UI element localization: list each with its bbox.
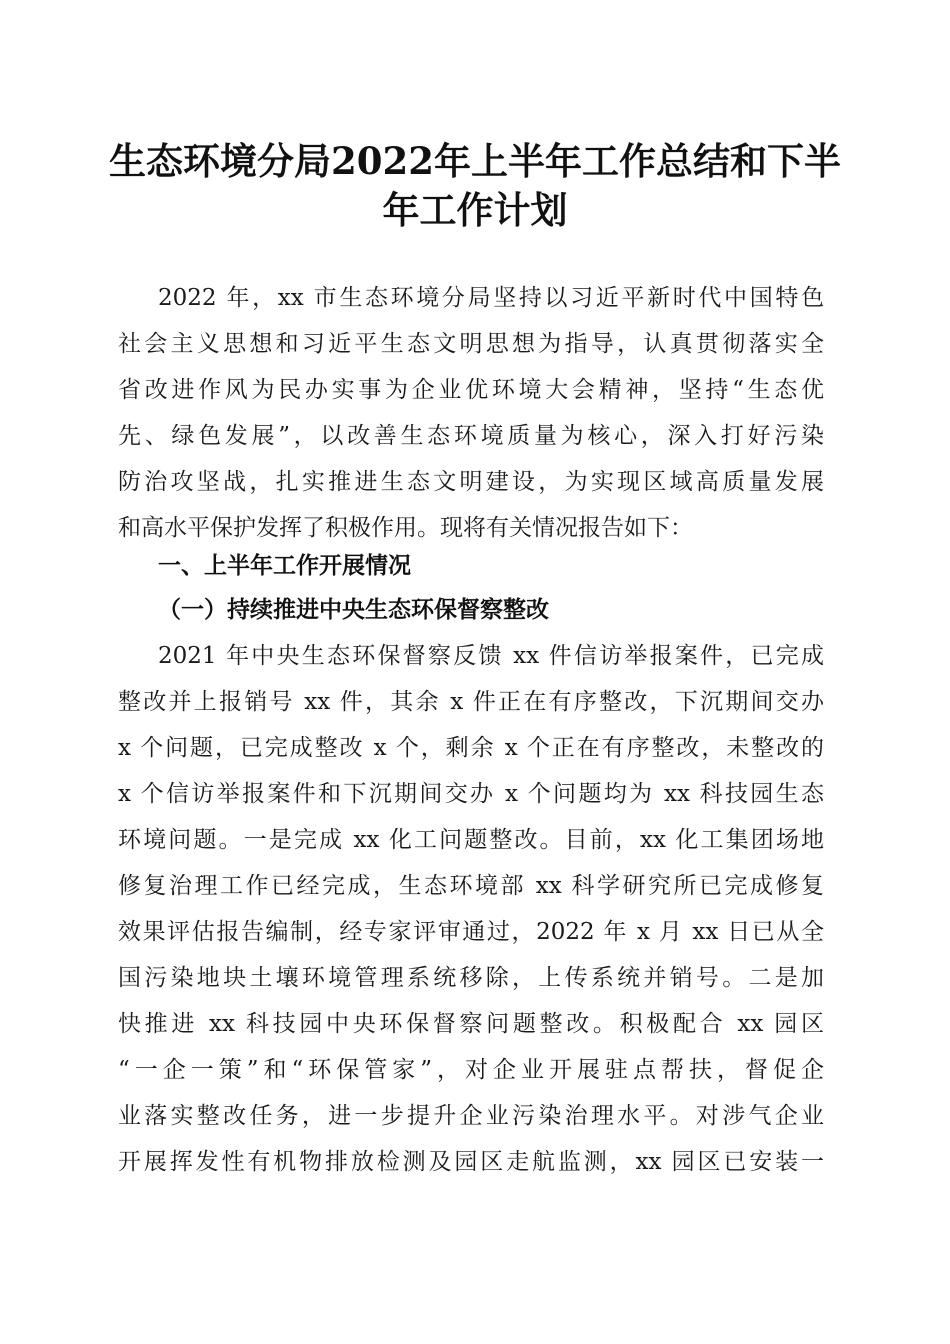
body-line: 效果评估报告编制，经专家评审通过，2022 年 x 月 xx 日已从全 bbox=[118, 919, 824, 945]
body-line: “一企一策”和“环保管家”，对企业开展驻点帮扶，督促企 bbox=[118, 1057, 824, 1083]
body-line: 开展挥发性有机物排放检测及园区走航监测，xx 园区已安装一 bbox=[118, 1149, 824, 1175]
document-title-line-1: 生态环境分局2022年上半年工作总结和下半 bbox=[109, 139, 841, 183]
body-line: x 个信访举报案件和下沉期间交办 x 个问题均为 xx 科技园生态 bbox=[118, 781, 824, 807]
body-line: 环境问题。一是完成 xx 化工问题整改。目前，xx 化工集团场地 bbox=[118, 827, 824, 853]
intro-line: 省改进作风为民办实事为企业优环境大会精神，坚持“生态优 bbox=[118, 377, 824, 403]
section-heading: 一、上半年工作开展情况 bbox=[158, 553, 411, 579]
subsection-heading: （一）持续推进中央生态环保督察整改 bbox=[158, 596, 549, 623]
body-line: x 个问题，已完成整改 x 个，剩余 x 个正在有序整改，未整改的 bbox=[118, 735, 824, 761]
intro-line: 先、绿色发展”，以改善生态环境质量为核心，深入打好污染 bbox=[118, 423, 824, 449]
body-line: 2021 年中央生态环保督察反馈 xx 件信访举报案件，已完成 bbox=[158, 643, 824, 669]
intro-line: 2022 年，xx 市生态环境分局坚持以习近平新时代中国特色 bbox=[158, 285, 824, 311]
intro-line: 防治攻坚战，扎实推进生态文明建设，为实现区域高质量发展 bbox=[118, 469, 824, 495]
intro-line: 社会主义思想和习近平生态文明思想为指导，认真贯彻落实全 bbox=[118, 331, 824, 357]
body-line: 整改并上报销号 xx 件，其余 x 件正在有序整改，下沉期间交办 bbox=[118, 689, 824, 715]
body-line: 修复治理工作已经完成，生态环境部 xx 科学研究所已完成修复 bbox=[118, 873, 824, 899]
body-line: 业落实整改任务，进一步提升企业污染治理水平。对涉气企业 bbox=[118, 1103, 824, 1129]
intro-line: 和高水平保护发挥了积极作用。现将有关情况报告如下： bbox=[118, 515, 693, 541]
document-title-line-2: 年工作计划 bbox=[382, 188, 568, 232]
body-line: 国污染地块土壤环境管理系统移除，上传系统并销号。二是加 bbox=[118, 965, 824, 991]
body-line: 快推进 xx 科技园中央环保督察问题整改。积极配合 xx 园区 bbox=[118, 1011, 824, 1037]
